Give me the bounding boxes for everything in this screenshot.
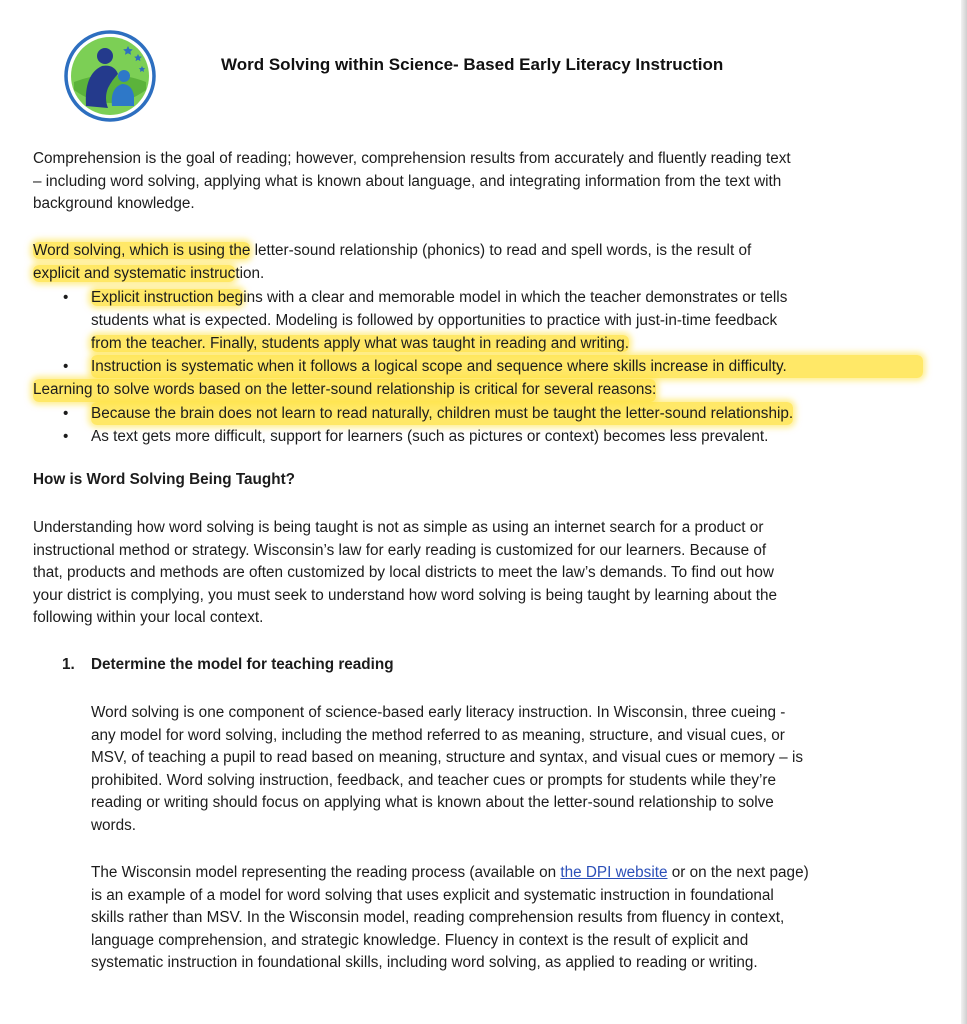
text-line: your district is complying, you must seek to understand how word solving is being taught by learning about the bbox=[33, 586, 778, 604]
text-line bbox=[91, 286, 923, 309]
text-line: words. bbox=[91, 816, 137, 834]
text-line: – including word solving, applying what is known about language, and integrating information from the text with bbox=[33, 172, 782, 190]
text-line: As text gets more difficult, support for learners (such as pictures or context) becomes less prevalent. bbox=[91, 428, 769, 445]
text-line: skills rather than MSV. In the Wisconsin model, reading comprehension results from fluency in context, bbox=[91, 909, 785, 926]
text-line: instructional method or strategy. Wisconsin’s law for early reading is customized for our learners. Because of bbox=[33, 541, 767, 559]
list-item bbox=[33, 286, 923, 355]
text-run: ins with a clear and memorable model in which the teacher demonstrates or tells bbox=[243, 289, 788, 306]
dpi-website-link[interactable]: the DPI website bbox=[560, 864, 668, 881]
highlighted-text: from the teacher. Finally, students apply what was taught in reading and writing. bbox=[91, 335, 629, 352]
text-line bbox=[91, 862, 921, 885]
wisconsin-model-paragraph bbox=[91, 862, 921, 975]
reasons-bullet-list bbox=[33, 402, 923, 448]
bullet-icon: • bbox=[63, 428, 69, 445]
highlighted-text: Because the brain does not learn to read naturally, children must be taught the letter-sound relationship. bbox=[91, 402, 793, 425]
text-line: language comprehension, and strategic knowledge. Fluency in context is the result of explicit and bbox=[91, 931, 749, 949]
text-run: letter-sound relationship (phonics) to read and spell words, is the result of bbox=[250, 242, 752, 259]
highlighted-text: Word solving, which is using the bbox=[33, 242, 251, 259]
list-item bbox=[33, 402, 923, 425]
list-item bbox=[33, 355, 923, 378]
section-heading: How is Word Solving Being Taught? bbox=[33, 471, 296, 488]
text-run: or on the next page) bbox=[667, 864, 809, 881]
text-line: following within your local context. bbox=[33, 609, 264, 626]
text-line: prohibited. Word solving instruction, feedback, and teacher cues or prompts for students while they’re bbox=[91, 771, 777, 789]
text-line: MSV, of teaching a pupil to read based on meaning, structure and syntax, and visual cues or memory – is bbox=[91, 749, 803, 766]
text-line: that, products and methods are often customized by local districts to meet the law’s demands. To find out how bbox=[33, 564, 774, 581]
step-title: Determine the model for teaching reading bbox=[91, 656, 394, 673]
page-edge-shadow bbox=[961, 0, 967, 1024]
definition-paragraph bbox=[33, 240, 913, 285]
intro-paragraph bbox=[33, 148, 913, 216]
text-run: The Wisconsin model representing the reading process (available on bbox=[91, 864, 561, 881]
text-run: tion. bbox=[235, 264, 265, 282]
bullet-icon: • bbox=[63, 289, 69, 306]
highlighted-text: Instruction is systematic when it follows a logical scope and sequence where skills increase in difficulty. bbox=[91, 355, 923, 378]
text-line: any model for word solving, including the method referred to as meaning, structure, and visual cues, or bbox=[91, 726, 785, 744]
text-line: Word solving is one component of science-based early literacy instruction. In Wisconsin, three cueing - bbox=[91, 704, 786, 721]
text-line: systematic instruction in foundational skills, including word solving, as applied to reading or writing. bbox=[91, 954, 758, 971]
bullet-icon: • bbox=[63, 358, 69, 375]
text-line: Understanding how word solving is being taught is not as simple as using an internet search for a product or bbox=[33, 519, 764, 536]
model-paragraph bbox=[91, 702, 921, 837]
highlighted-text: Learning to solve words based on the letter-sound relationship is critical for several reasons: bbox=[33, 379, 656, 402]
document-title: Word Solving within Science- Based Early Literacy Instruction bbox=[221, 55, 724, 74]
text-line: Comprehension is the goal of reading; however, comprehension results from accurately and fluently reading text bbox=[33, 150, 791, 167]
bullet-icon: • bbox=[63, 405, 69, 422]
text-line: reading or writing should focus on applying what is known about the letter-sound relationship to solve bbox=[91, 794, 774, 811]
step-heading bbox=[62, 656, 394, 674]
list-item bbox=[33, 425, 923, 448]
reasons-intro bbox=[33, 379, 913, 402]
text-line bbox=[33, 263, 913, 286]
highlighted-text: explicit and systematic instruc bbox=[33, 264, 236, 282]
text-line: students what is expected. Modeling is followed by opportunities to practice with just-in-time feedback bbox=[91, 312, 778, 329]
text-line bbox=[91, 332, 923, 355]
text-line bbox=[33, 240, 913, 263]
understanding-paragraph bbox=[33, 517, 913, 630]
organization-logo bbox=[64, 30, 156, 122]
step-number: 1. bbox=[62, 656, 75, 673]
text-line: background knowledge. bbox=[33, 195, 195, 212]
text-line: is an example of a model for word solving that uses explicit and systematic instruction in foundational bbox=[91, 886, 774, 904]
highlighted-text: Explicit instruction beg bbox=[91, 289, 244, 306]
instruction-bullet-list bbox=[33, 286, 923, 378]
